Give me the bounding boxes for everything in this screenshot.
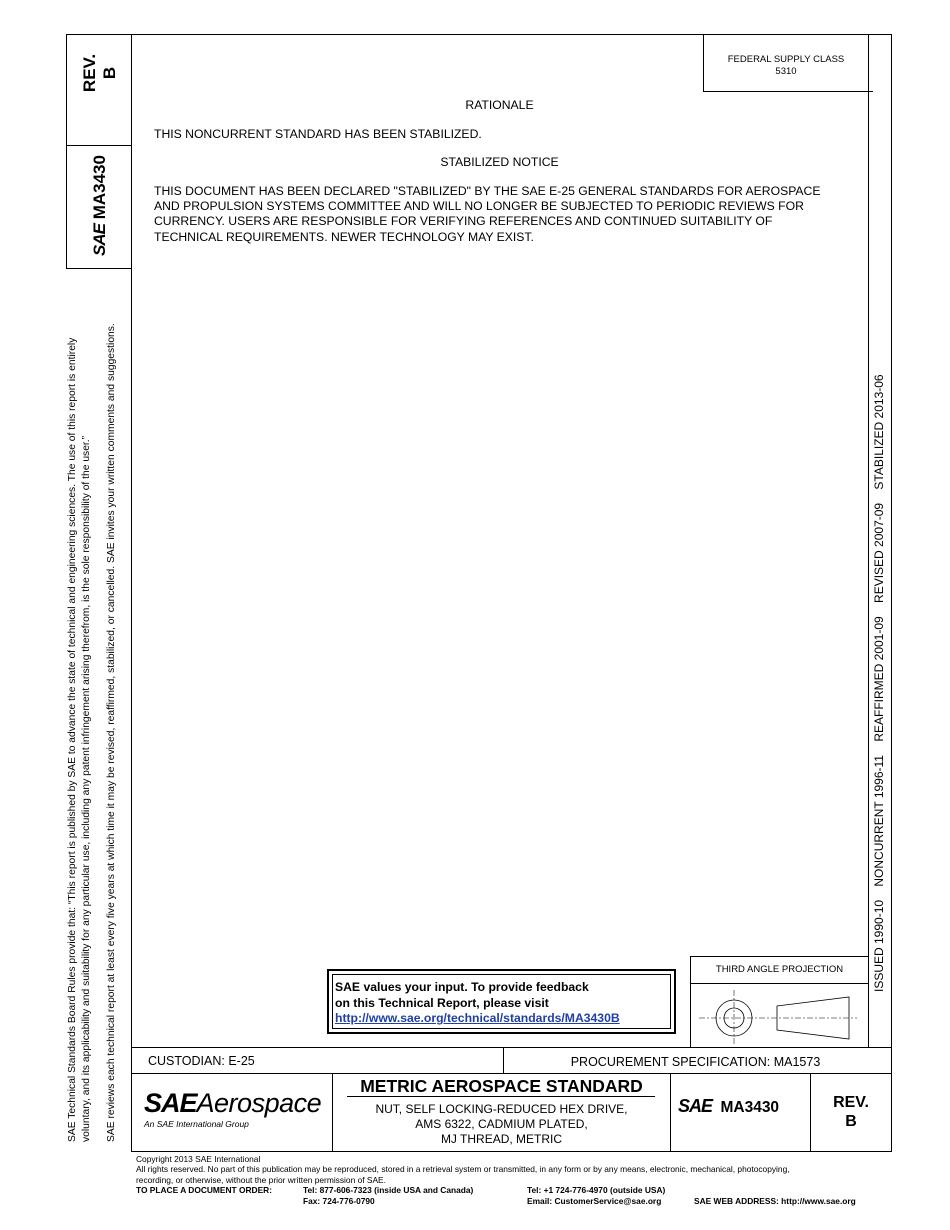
desc-line-3: MJ THREAD, METRIC [440,1131,563,1146]
notice-line-1: THIS DOCUMENT HAS BEEN DECLARED "STABILIZED" BY THE SAE E-25 GENERAL STANDARDS FOR AEROSPACE [154,184,821,198]
feedback-link[interactable]: http://www.sae.org/technical/standards/MA3430B [335,1011,620,1025]
footer-tel-intl: Tel: +1 724-776-4970 (outside USA) [527,1185,666,1195]
footer-web[interactable]: SAE WEB ADDRESS: http://www.sae.org [694,1196,856,1206]
revision-history: ISSUED 1990-10 NONCURRENT 1996-11 REAFFIRMED 2001-09 REVISED 2007-09 STABILIZED 2013-06 [872,374,886,992]
notice-line-4: TECHNICAL REQUIREMENTS. NEWER TECHNOLOGY MAY EXIST. [154,229,534,244]
notice-heading: STABILIZED NOTICE [440,155,559,169]
fsc-value: 5310 [775,66,797,77]
rules-line-2: voluntary, and its applicability and suitability for any particular use, including any patent infringement arising therefrom, is the sole responsibility of the user.” [81,435,92,1142]
sae-small-logo-icon: SAE [678,1096,713,1116]
custodian-text: CUSTODIAN: E-25 [148,1054,255,1068]
rev-label: REV. [833,1094,869,1111]
feedback-line-2: on this Technical Report, please visit [335,995,549,1010]
frame-inner-right [868,34,869,1048]
sae-logo-mark: SAE [144,1088,197,1118]
feedback-box [327,969,676,1034]
footer-order-label: TO PLACE A DOCUMENT ORDER: [136,1185,273,1195]
footer-copyright: Copyright 2013 SAE International [136,1154,261,1164]
left-doc-id [90,155,110,256]
sae-aerospace-logo [144,1088,321,1119]
footer-rights-2: recording, or otherwise, without the prior written permission of SAE. [136,1174,386,1185]
left-rev-value: B [100,66,119,80]
doc-number-block [678,1096,779,1117]
logo-subtitle: An SAE International Group [144,1119,249,1129]
feedback-text [335,980,620,1027]
doc-number: MA3430 [720,1099,780,1116]
footer-fax: Fax: 724-776-0790 [303,1196,375,1206]
frame-left [131,34,132,1152]
left-box-divider [66,145,132,146]
frame-right [891,34,892,1152]
left-box-border [66,34,67,269]
footer-rights-1: All rights reserved. No part of this publication may be reproduced, stored in a retrieval system or transmitted, in any form or by any means, electronic, mechanical, photocopying, [136,1164,790,1175]
title-col-2 [670,1073,671,1152]
left-box-bottom [66,268,132,269]
rev-block [811,1093,891,1131]
left-rules-text-b [105,323,119,1142]
fsc-label: FEDERAL SUPPLY CLASS [727,54,845,65]
footer-email[interactable]: Email: CustomerService@sae.org [527,1196,662,1206]
projection-top [690,956,869,957]
rev-value: B [845,1113,857,1130]
left-doc-number: MA3430 [90,155,109,220]
rationale-text: THIS NONCURRENT STANDARD HAS BEEN STABILIZED. [154,127,482,141]
desc-line-2: AMS 6322, CADMIUM PLATED, [415,1116,588,1131]
federal-supply-class [704,54,868,78]
rationale-heading: RATIONALE [465,98,534,112]
footer-tel-us: Tel: 877-606-7323 (inside USA and Canada) [303,1185,474,1195]
aerospace-wordmark: Aerospace [196,1088,322,1118]
notice-line-2: AND PROPULSION SYSTEMS COMMITTEE AND WILL NO LONGER BE SUBJECTED TO PERIODIC REVIEWS FOR [154,199,804,214]
footer-legal [136,1154,790,1185]
third-angle-projection-icon [691,984,868,1048]
frame-bottom [131,1151,892,1152]
desc-line-1: NUT, SELF LOCKING-REDUCED HEX DRIVE, [375,1102,628,1116]
sae-logo-icon: SAE [90,224,109,256]
title-row-top [131,1073,892,1074]
rules-line-1: SAE Technical Standards Board Rules provide that: “This report is published by SAE to advance the state of technical and engineering sciences. The use of this report is entirely [67,337,78,1142]
custodian-row-top [131,1047,892,1048]
projection-label: THIRD ANGLE PROJECTION [715,964,844,975]
procurement-text: PROCUREMENT SPECIFICATION: MA1573 [570,1055,821,1069]
footer-phone-us [303,1185,473,1207]
standard-title: METRIC AEROSPACE STANDARD [360,1076,643,1096]
rules-line-3: SAE reviews each technical report at least every five years at which time it may be revised, reaffirmed, stabilized, or cancelled. SAE invites your written comments and suggestions. [106,323,117,1142]
left-rev-label: REV. [80,53,99,93]
left-rules-text-a [66,338,94,1142]
notice-paragraph [154,184,820,245]
title-underline [347,1096,655,1097]
fsc-box-bottom [703,91,873,92]
notice-line-3: CURRENCY. USERS ARE RESPONSIBLE FOR VERIFYING REFERENCES AND CONTINUED SUITABILITY OF [154,214,773,229]
footer-phone-intl [527,1185,665,1207]
standard-description [333,1102,670,1146]
left-rev-block [80,35,120,111]
feedback-line-1: SAE values your input. To provide feedback [335,980,589,994]
frame-top [131,34,892,35]
